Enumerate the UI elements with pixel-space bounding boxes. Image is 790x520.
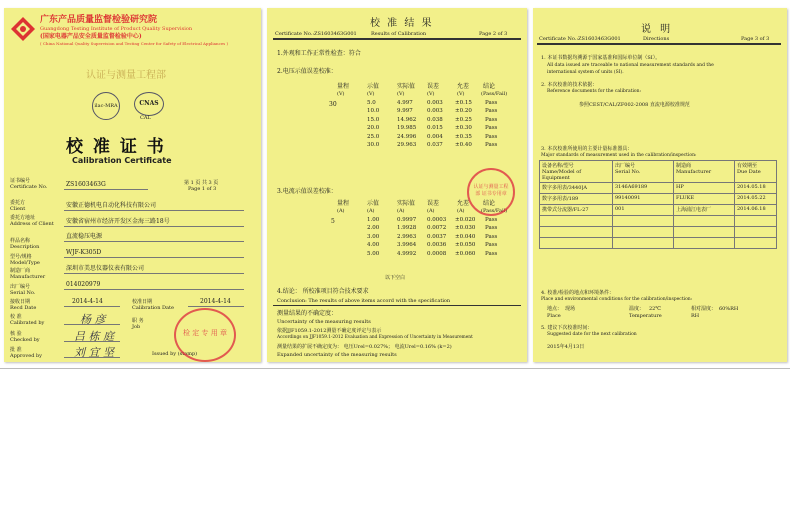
calibrated-by-label-en: Calibrated by [10, 320, 45, 326]
table-cell: 5.0 [367, 100, 376, 106]
col-header: 允差 [457, 200, 470, 207]
table-cell: Pass [485, 133, 498, 140]
table-cell: ±0.25 [455, 116, 472, 123]
table-row [540, 205, 777, 216]
actual-column [397, 99, 416, 149]
setting-column [367, 99, 379, 149]
certificate-cover-page [4, 8, 261, 362]
table-cell: 24.996 [397, 133, 417, 140]
table-header-row [540, 161, 777, 183]
table-cell: 携带式分流器/FL-27 [540, 205, 613, 216]
results-certificate-no: Certificate No.:ZS1603463G001 [275, 31, 357, 37]
table-cell: 3.9964 [397, 242, 417, 249]
tolerance-column [455, 216, 475, 258]
field-label-cn: 委托方 [10, 200, 26, 206]
table-cell: 9.997 [397, 108, 413, 115]
table-cell: 2014.05.22 [735, 194, 777, 205]
tolerance-column [455, 99, 472, 149]
table-cell: 3146A69189 [613, 183, 674, 194]
cnas-logo: CNAS [134, 92, 164, 116]
range-value: 30 [329, 101, 337, 108]
temperature-label-en: Temperature [629, 313, 662, 319]
col-unit: (A) [367, 208, 375, 214]
checked-by-label-cn: 核 验 [10, 331, 22, 337]
col-header: 量程 [337, 200, 350, 207]
place-label: 地点： [547, 306, 563, 312]
table-cell: 4.997 [397, 100, 413, 106]
error-column [427, 216, 446, 258]
field-value: WJF-K305D [66, 249, 102, 256]
method-cn: 依据JJF1059.1-2012测量不确定度评定与表示 [277, 328, 382, 334]
note2-value: 参照CEST/CAL/ZF002-2008 直流电源校准规范 [579, 102, 690, 108]
table-cell: 1.00 [367, 217, 380, 223]
humidity-label: 相对湿度： [691, 306, 717, 312]
col-header: 实际值 [397, 200, 416, 207]
center-name-cn: (国家电器产品安全质量监督检验中心) [40, 33, 142, 40]
field-label-en: Certificate No. [10, 184, 48, 190]
note1-en-line1: All data issued are traceable to national measurement standards and the [547, 63, 714, 68]
temperature-label: 温度： [629, 306, 645, 312]
job-label-cn: 职 务 [132, 318, 144, 324]
table-cell: Pass [485, 242, 498, 249]
table-cell: 14.962 [397, 116, 417, 123]
field-label-en: Address of Client [10, 221, 54, 227]
conclusion-column [485, 216, 497, 258]
table-cell: 0.004 [427, 133, 443, 140]
table-cell: Pass [485, 125, 498, 132]
table-row [540, 227, 777, 238]
col-header: 结论 [483, 83, 496, 90]
table-cell: ±0.040 [455, 233, 476, 240]
cal-date-value: 2014-4-14 [200, 298, 231, 305]
table-cell: 0.0008 [427, 250, 447, 257]
field-value: ZS1603463G [66, 181, 106, 188]
table-cell: 4.9992 [397, 250, 417, 257]
seal-text: 检 定 专 用 章 [183, 329, 227, 337]
col-header: 误差 [427, 200, 440, 207]
setting-column [367, 216, 379, 258]
col-header-en: Due Date [737, 169, 761, 175]
table-cell: 4.00 [367, 242, 380, 249]
field-value: 直流稳压电源 [66, 233, 103, 240]
range-value: 5 [331, 218, 335, 225]
col-header: 误差 [427, 83, 440, 90]
table-cell: 0.003 [427, 100, 443, 106]
col-unit: (V) [397, 91, 405, 97]
col-unit: (Pass/Fail) [481, 91, 508, 97]
field-label-cn: 制造厂商 [10, 268, 31, 274]
table-cell: 001 [613, 205, 674, 216]
table-cell: 上海浦江电表厂 [674, 205, 735, 216]
note1-en-line2: international system of units (SI). [547, 70, 624, 75]
col-header: 制造商 [676, 163, 692, 169]
directions-subtitle: Directions [643, 36, 670, 42]
note5-en: Suggested date for the next calibration [547, 332, 637, 337]
table-cell: 29.963 [397, 141, 417, 148]
red-seal-stamp [174, 308, 236, 362]
table-cell: 0.0003 [427, 217, 447, 223]
table-cell: Pass [485, 141, 498, 148]
col-unit: (V) [337, 91, 345, 97]
note4-en: Place and environmental conditions for the calibration/inspection: [541, 297, 693, 302]
col-unit: (A) [337, 208, 345, 214]
results-title: 校 准 结 果 [370, 18, 434, 29]
field-label-en: Client [10, 206, 26, 212]
field-label-cn: 出厂编号 [10, 284, 31, 290]
conclusion-column [485, 99, 497, 149]
calibrated-by-label-cn: 校 准 [10, 314, 22, 320]
department-stamp-text: 认证与测量工程部 [86, 70, 166, 81]
voltage-section-title: 2.电压示值误差校准： [277, 68, 337, 75]
col-header-en: Name/Model of Equipment [542, 169, 582, 181]
note4-cn: 4. 校准/检验的地点和环境条件： [541, 290, 615, 296]
uncertainty-en: Uncertainty of the measuring results [277, 319, 371, 325]
table-cell: ±0.020 [455, 217, 476, 223]
table-row [540, 194, 777, 205]
col-unit: (V) [457, 91, 465, 97]
table-cell: ±0.060 [455, 250, 476, 257]
table-cell: ±0.050 [455, 242, 476, 249]
table-cell: 3.00 [367, 233, 380, 240]
note5-cn: 5. 建议下次校准时间： [541, 325, 593, 331]
table-cell: 1.9928 [397, 225, 417, 232]
table-cell: HP [674, 183, 735, 194]
col-header: 允差 [457, 83, 470, 90]
expanded-uncertainty-cn: 测量结果的扩展不确定度为： 电压Urel=0.027%； 电流Urel=0.16% (k=2) [277, 344, 452, 350]
note1-cn: 1. 本证书数据均溯源于国家基准和国际单位制（SI）。 [541, 55, 661, 61]
field-label-cn: 委托方地址 [10, 215, 36, 221]
table-cell: Pass [485, 116, 498, 123]
current-section-title: 3.电流示值误差校准： [277, 188, 337, 195]
table-cell: 2014.05.18 [735, 183, 777, 194]
table-cell: 0.0072 [427, 225, 447, 232]
table-cell: ±0.35 [455, 133, 472, 140]
table-cell: 0.0037 [427, 233, 447, 240]
table-cell: 10.0 [367, 108, 380, 115]
table-cell: 2.9963 [397, 233, 417, 240]
table-cell: 15.0 [367, 116, 380, 123]
table-row [540, 216, 777, 227]
col-header: 有效期至 [737, 163, 758, 169]
col-unit: (V) [427, 91, 435, 97]
table-cell: FLUKE [674, 194, 735, 205]
humidity-value: 60%RH [719, 306, 739, 312]
next-calibration-date: 2015年4月13日 [547, 344, 585, 350]
center-name-en: ( China National Quality Supervision and Testing Center for Safety of Electrical Appliances ) [40, 41, 229, 46]
table-cell: Pass [485, 233, 498, 240]
col-unit: (Pass/Fail) [481, 208, 508, 214]
field-label-en: Manufacturer [10, 274, 46, 280]
col-header: 示值 [367, 83, 380, 90]
directions-certificate-no: Certificate No.:ZS1603463G001 [539, 36, 621, 42]
table-row [540, 238, 777, 249]
field-label-cn: 样品名称 [10, 238, 31, 244]
calibration-results-page [267, 8, 527, 362]
table-cell: ±0.30 [455, 125, 472, 132]
results-page-number: Page 2 of 3 [479, 31, 508, 37]
table-cell: 20.0 [367, 125, 380, 132]
note2-cn: 2. 本次校准的技术依据： [541, 82, 598, 88]
field-value: 深圳市美思仪器仪表有限公司 [66, 265, 145, 272]
place-value: 现场 [565, 306, 576, 312]
place-label-en: Place [547, 313, 561, 319]
table-cell: ±0.40 [455, 141, 472, 148]
table-row [540, 183, 777, 194]
col-unit: (A) [457, 208, 465, 214]
recd-date-label-en: Recd Date [10, 305, 37, 311]
approved-by-signature: 刘 宜 坚 [74, 346, 114, 359]
page-number-en: Page 1 of 3 [188, 186, 217, 192]
col-unit: (V) [367, 91, 375, 97]
col-header: 量程 [337, 83, 350, 90]
cal-mark: CAL [140, 115, 151, 121]
table-cell: ±0.15 [455, 100, 472, 106]
col-unit: (A) [397, 208, 405, 214]
standards-table [539, 160, 777, 249]
table-cell: 30.0 [367, 141, 380, 148]
table-cell: 5.00 [367, 250, 380, 257]
table-cell: Pass [485, 217, 498, 223]
note3-en: Major standards of measurement used in the calibration/inspection: [541, 153, 697, 158]
note3-cn: 3. 本次校准所使用的主要计量标准器具： [541, 146, 633, 152]
conclusion-en: Conclusion: The results of above items accord with the specification [277, 298, 451, 304]
col-header: 示值 [367, 200, 380, 207]
table-cell: 0.0036 [427, 242, 447, 249]
table-cell: 0.015 [427, 125, 443, 132]
col-header: 出厂编号 [615, 163, 636, 169]
table-cell: Pass [485, 108, 498, 115]
checked-by-label-en: Checked by [10, 337, 40, 343]
conclusion-cn: 4.结论： 所校准项目符合技术要求 [277, 288, 369, 295]
ilac-mra-logo: ilac-MRA [92, 92, 120, 120]
col-header: 结论 [483, 200, 496, 207]
calibrated-by-signature: 杨 彦 [80, 313, 106, 326]
blank-below-note: 以下空白 [385, 275, 406, 281]
field-label-en: Description [10, 244, 40, 250]
directions-page-number: Page 3 of 3 [741, 36, 770, 42]
col-header: 实际值 [397, 83, 416, 90]
expanded-uncertainty-en: Expanded uncertainty of the measuring results [277, 352, 397, 358]
note2-en: Reference documents for the calibration: [547, 89, 642, 94]
field-value: 014020979 [66, 281, 101, 288]
department-seal-stamp [467, 168, 515, 216]
institute-name-en: Guangdong Testing Institute of Product Quality Supervision [40, 26, 193, 32]
temperature-value: 22℃ [649, 306, 661, 312]
checked-by-signature: 吕 栋 庭 [74, 330, 114, 343]
cal-date-label-en: Calibration Date [132, 305, 174, 311]
appearance-check: 1.外观和工作正常性检查：符合 [277, 50, 361, 57]
certificate-title-cn: 校 准 证 书 [66, 137, 166, 157]
table-cell: Pass [485, 225, 498, 232]
institute-name-cn: 广东产品质量监督检验研究院 [40, 15, 158, 25]
table-cell: Pass [485, 100, 498, 106]
table-cell: 25.0 [367, 133, 380, 140]
table-cell: 0.003 [427, 108, 443, 115]
table-cell: 数字多用表/189 [540, 194, 613, 205]
col-header-en: Manufacturer [676, 169, 712, 175]
table-cell: 99140091 [613, 194, 674, 205]
field-value: 安徽正德机电自动化科技有限公司 [66, 202, 157, 209]
col-unit: (A) [427, 208, 435, 214]
field-label-en: Model/Type [10, 260, 40, 266]
table-cell: ±0.20 [455, 108, 472, 115]
table-cell: 0.9997 [397, 217, 417, 223]
approved-by-label-cn: 批 准 [10, 347, 22, 353]
table-cell: 0.037 [427, 141, 443, 148]
table-cell: 2.00 [367, 225, 380, 232]
actual-column [397, 216, 416, 258]
error-column [427, 99, 443, 149]
table-cell: 0.038 [427, 116, 443, 123]
recd-date-label-cn: 接收日期 [10, 299, 31, 305]
certificate-title-en: Calibration Certificate [72, 156, 172, 165]
uncertainty-cn: 测量结果的不确定度： [277, 310, 338, 317]
table-cell: 数字多用表/3440]A [540, 183, 613, 194]
directions-title: 说 明 [641, 24, 674, 35]
recd-date-value: 2014-4-14 [72, 298, 103, 305]
issued-by-stamp-label: Issued by (stamp) [152, 351, 198, 357]
cal-date-label-cn: 校准日期 [132, 299, 153, 305]
table-cell: 19.985 [397, 125, 417, 132]
approved-by-label-en: Approved by [10, 353, 43, 359]
page-number-cn: 第 1 页 共 3 页 [184, 180, 219, 186]
job-label-en: Job [132, 324, 141, 330]
seal-text: 认证与测量工程部 证书专用章 [473, 184, 509, 197]
field-label-cn: 证书编号 [10, 178, 31, 184]
table-cell: Pass [485, 250, 498, 257]
field-label-en: Serial No. [10, 290, 36, 296]
field-label-cn: 型号/规格 [10, 254, 32, 260]
results-subtitle: Results of Calibration [371, 31, 427, 37]
institute-logo-icon [10, 16, 36, 42]
col-header: 设备名称/型号 [542, 163, 574, 169]
col-header-en: Serial No. [615, 169, 641, 175]
field-value: 安徽省宿州市经济开发区金海三路18号 [66, 218, 170, 225]
method-en: Accordings on JJF1059.1-2012 Evaluation and Expression of Uncertainty in Measurement [277, 335, 473, 340]
directions-page [533, 8, 787, 362]
table-cell: 2014.06.18 [735, 205, 777, 216]
table-cell: ±0.030 [455, 225, 476, 232]
humidity-label-en: RH [691, 313, 700, 319]
